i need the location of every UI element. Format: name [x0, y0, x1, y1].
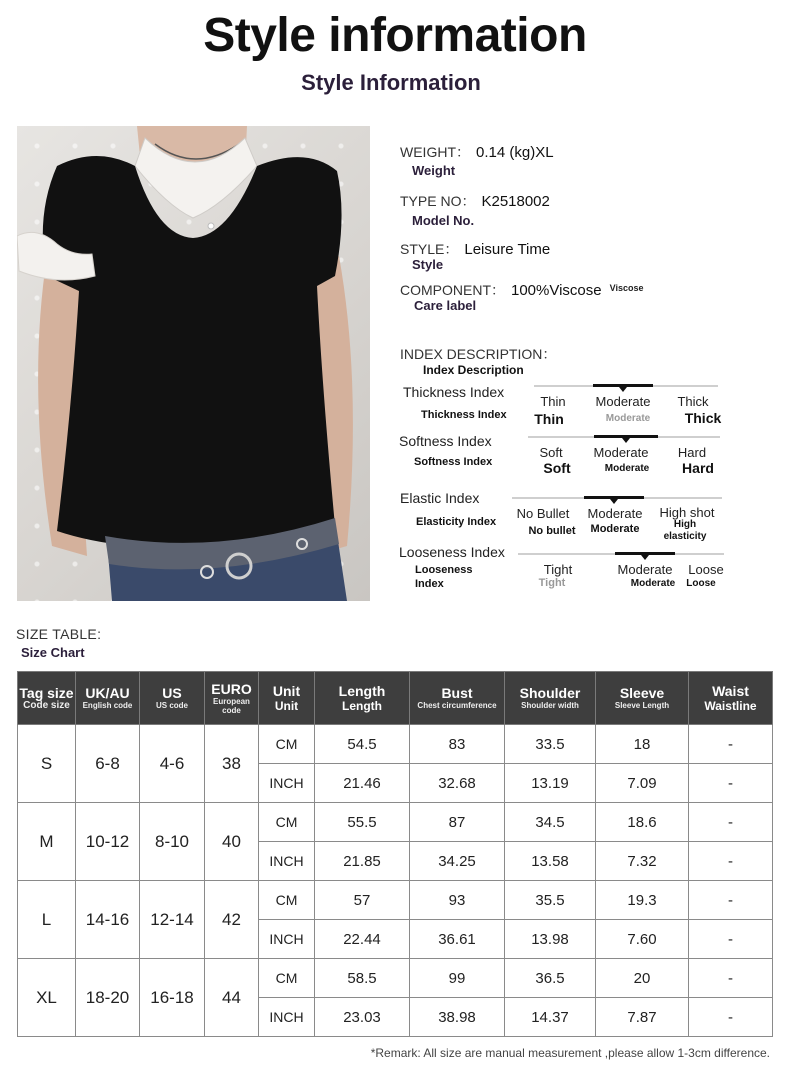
- col-us-sub: US code: [155, 701, 188, 710]
- thickness-index-name-sub: Thickness Index: [421, 409, 507, 421]
- sleeve-cell: 7.87: [596, 998, 689, 1037]
- unit-cell: INCH: [259, 998, 315, 1037]
- uk-size-cell: 18-20: [76, 959, 140, 1037]
- thickness-option-thin: Thin: [540, 394, 566, 409]
- col-length-title: Length: [338, 682, 386, 699]
- col-sleeve: [596, 672, 689, 725]
- elastic-option-high-sub: High elasticity: [663, 519, 707, 542]
- col-waist: [689, 672, 773, 725]
- col-length: [315, 672, 410, 725]
- col-tag-size-sub: Code size: [23, 700, 70, 711]
- elastic-index-name: Elastic Index: [400, 490, 480, 506]
- size-table-header-row: [18, 672, 773, 725]
- shoulder-cell: 34.5: [505, 803, 596, 842]
- euro-size-cell: 42: [205, 881, 259, 959]
- looseness-index-name: Looseness Index: [399, 544, 505, 560]
- table-row: [18, 803, 773, 842]
- uk-size-cell: 10-12: [76, 803, 140, 881]
- sleeve-cell: 7.32: [596, 842, 689, 881]
- bust-cell: 87: [410, 803, 505, 842]
- looseness-option-moderate: Moderate: [617, 562, 673, 577]
- shoulder-cell: 14.37: [505, 998, 596, 1037]
- measurement-remark: *Remark: All size are manual measurement ,please allow 1-3cm difference.: [370, 1046, 770, 1060]
- col-shoulder-title: Shoulder: [519, 685, 581, 701]
- col-bust-sub: Chest circumference: [417, 701, 497, 710]
- shoulder-cell: 13.19: [505, 764, 596, 803]
- style-label: STYLE：: [400, 241, 459, 257]
- col-us-title: US: [162, 685, 182, 701]
- length-cell: 23.03: [315, 998, 410, 1037]
- length-cell: 21.85: [315, 842, 410, 881]
- component-label: COMPONENT：: [400, 282, 505, 298]
- softness-option-moderate: Moderate: [593, 445, 649, 460]
- unit-cell: CM: [259, 803, 315, 842]
- elastic-option-no-bullet-sub: No bullet: [528, 525, 576, 537]
- model-wearing-top-illustration: [17, 126, 370, 601]
- shoulder-cell: 35.5: [505, 881, 596, 920]
- component-row: [400, 280, 644, 300]
- col-euro-sub: European code: [213, 696, 250, 715]
- index-heading: INDEX DESCRIPTION：: [400, 346, 557, 362]
- bust-cell: 83: [410, 725, 505, 764]
- waist-cell: -: [689, 764, 773, 803]
- unit-cell: CM: [259, 881, 315, 920]
- euro-size-cell: 40: [205, 803, 259, 881]
- unit-cell: INCH: [259, 764, 315, 803]
- softness-option-soft-sub: Soft: [543, 460, 571, 476]
- unit-cell: INCH: [259, 920, 315, 959]
- type-no-row: [400, 191, 550, 211]
- waist-cell: -: [689, 881, 773, 920]
- page-subtitle: Style Information: [301, 70, 481, 95]
- length-cell: 55.5: [315, 803, 410, 842]
- weight-label: WEIGHT：: [400, 144, 470, 160]
- thickness-option-moderate-sub: Moderate: [605, 413, 651, 424]
- weight-sublabel: Weight: [412, 163, 456, 178]
- col-tag-size-title: Tag size: [19, 685, 74, 701]
- thickness-option-thin-sub: Thin: [534, 411, 564, 427]
- col-shoulder-sub: Shoulder width: [521, 701, 579, 710]
- weight-value: 0.14 (kg)XL: [476, 144, 554, 161]
- length-cell: 58.5: [315, 959, 410, 998]
- col-bust: [410, 672, 505, 725]
- elastic-scale-marker: [610, 499, 618, 504]
- waist-cell: -: [689, 998, 773, 1037]
- col-waist-title: Waist: [712, 682, 749, 699]
- sleeve-cell: 7.60: [596, 920, 689, 959]
- us-size-cell: 12-14: [140, 881, 205, 959]
- thickness-scale-marker: [619, 387, 627, 392]
- elastic-option-no-bullet: No Bullet: [516, 506, 570, 521]
- bust-cell: 34.25: [410, 842, 505, 881]
- shoulder-cell: 13.58: [505, 842, 596, 881]
- softness-index-name-sub: Softness Index: [414, 456, 493, 468]
- col-us: [140, 672, 205, 725]
- size-table-heading-sub: Size Chart: [21, 645, 85, 660]
- softness-scale-marker: [622, 438, 630, 443]
- uk-size-cell: 6-8: [76, 725, 140, 803]
- table-row: [18, 881, 773, 920]
- tag-size-cell: S: [18, 725, 76, 803]
- looseness-scale-marker: [641, 555, 649, 560]
- looseness-option-tight-sub: Tight: [538, 577, 566, 589]
- component-value: 100%Viscose: [511, 282, 602, 299]
- size-table-heading: SIZE TABLE:: [16, 626, 102, 642]
- uk-size-cell: 14-16: [76, 881, 140, 959]
- looseness-option-moderate-sub: Moderate: [630, 578, 676, 589]
- waist-cell: -: [689, 959, 773, 998]
- type-no-value: K2518002: [481, 193, 550, 210]
- style-row: [400, 239, 550, 259]
- unit-cell: CM: [259, 959, 315, 998]
- col-uk-au-title: UK/AU: [85, 685, 130, 701]
- shoulder-cell: 36.5: [505, 959, 596, 998]
- col-tag-size: [18, 672, 76, 725]
- sleeve-cell: 20: [596, 959, 689, 998]
- size-table: [17, 671, 773, 1037]
- bust-cell: 32.68: [410, 764, 505, 803]
- looseness-option-loose: Loose: [688, 562, 724, 577]
- softness-option-moderate-sub: Moderate: [604, 463, 650, 474]
- waist-cell: -: [689, 803, 773, 842]
- softness-option-soft: Soft: [539, 445, 563, 460]
- softness-option-hard-sub: Hard: [682, 460, 714, 476]
- type-no-sublabel: Model No.: [412, 213, 475, 228]
- euro-size-cell: 44: [205, 959, 259, 1037]
- elastic-index-name-sub: Elasticity Index: [416, 516, 497, 528]
- tag-size-cell: XL: [18, 959, 76, 1037]
- product-photo: [17, 126, 370, 601]
- col-uk-au-sub: English code: [82, 701, 133, 710]
- component-sublabel: Care label: [414, 298, 477, 313]
- elastic-option-high-shot: High shot: [659, 505, 715, 520]
- col-waist-sub: Waistline: [704, 698, 757, 713]
- looseness-option-loose-sub: Loose: [686, 578, 716, 589]
- waist-cell: -: [689, 920, 773, 959]
- thickness-option-thick-sub: Thick: [684, 410, 722, 426]
- type-no-label: TYPE NO：: [400, 193, 476, 209]
- elastic-option-moderate: Moderate: [587, 506, 643, 521]
- softness-index-name: Softness Index: [399, 433, 492, 449]
- elastic-option-moderate-sub: Moderate: [590, 523, 640, 535]
- unit-cell: CM: [259, 725, 315, 764]
- tag-size-cell: L: [18, 881, 76, 959]
- length-cell: 22.44: [315, 920, 410, 959]
- thickness-index-name: Thickness Index: [403, 384, 505, 400]
- style-value: Leisure Time: [464, 241, 551, 258]
- weight-row: [400, 142, 554, 162]
- bust-cell: 93: [410, 881, 505, 920]
- col-euro-title: EURO: [211, 680, 252, 697]
- sleeve-cell: 18.6: [596, 803, 689, 842]
- style-sublabel: Style: [412, 257, 444, 272]
- us-size-cell: 4-6: [140, 725, 205, 803]
- looseness-index-name-sub: Looseness Index: [415, 564, 473, 590]
- col-unit-title: Unit: [272, 682, 301, 699]
- bust-cell: 99: [410, 959, 505, 998]
- shoulder-cell: 33.5: [505, 725, 596, 764]
- col-euro: [205, 672, 259, 725]
- bust-cell: 38.98: [410, 998, 505, 1037]
- col-shoulder: [505, 672, 596, 725]
- col-sleeve-title: Sleeve: [619, 685, 665, 701]
- col-length-sub: Length: [342, 698, 382, 713]
- col-uk-au: [76, 672, 140, 725]
- col-sleeve-sub: Sleeve Length: [614, 701, 670, 710]
- length-cell: 54.5: [315, 725, 410, 764]
- shoulder-cell: 13.98: [505, 920, 596, 959]
- length-cell: 21.46: [315, 764, 410, 803]
- softness-option-hard: Hard: [677, 445, 707, 460]
- sleeve-cell: 19.3: [596, 881, 689, 920]
- page-title: Style information: [203, 9, 587, 62]
- col-unit: [259, 672, 315, 725]
- length-cell: 57: [315, 881, 410, 920]
- col-bust-title: Bust: [441, 685, 473, 701]
- bust-cell: 36.61: [410, 920, 505, 959]
- sleeve-cell: 18: [596, 725, 689, 764]
- index-heading-sub: Index Description: [423, 363, 524, 377]
- waist-cell: -: [689, 725, 773, 764]
- tag-size-cell: M: [18, 803, 76, 881]
- thickness-option-moderate: Moderate: [595, 394, 651, 409]
- euro-size-cell: 38: [205, 725, 259, 803]
- table-row: [18, 725, 773, 764]
- waist-cell: -: [689, 842, 773, 881]
- sleeve-cell: 7.09: [596, 764, 689, 803]
- table-row: [18, 959, 773, 998]
- us-size-cell: 16-18: [140, 959, 205, 1037]
- us-size-cell: 8-10: [140, 803, 205, 881]
- component-tiny-label: Viscose: [609, 283, 644, 293]
- unit-cell: INCH: [259, 842, 315, 881]
- looseness-option-tight: Tight: [543, 562, 573, 577]
- thickness-option-thick: Thick: [677, 394, 709, 409]
- col-unit-sub: Unit: [274, 698, 299, 713]
